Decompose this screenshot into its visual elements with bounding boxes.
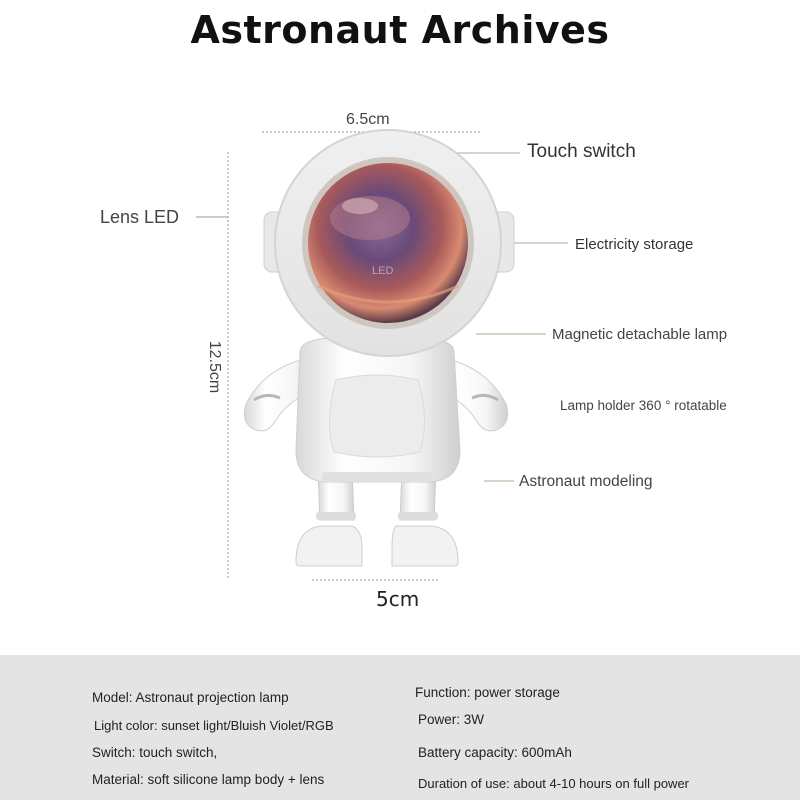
astronaut-modeling-label: Astronaut modeling	[519, 473, 653, 490]
width-base-label: 5cm	[376, 587, 420, 611]
spec-panel	[0, 655, 800, 800]
led-mark: LED	[372, 265, 394, 277]
height-label: 12.5cm	[206, 340, 224, 394]
legs	[296, 470, 458, 566]
torso	[296, 338, 460, 482]
spec-power: Power: 3W	[418, 712, 485, 727]
lamp-holder-label: Lamp holder 360 ° rotatable	[560, 398, 727, 413]
magnetic-lamp-label: Magnetic detachable lamp	[552, 326, 728, 343]
helmet	[264, 130, 514, 356]
width-top-label: 6.5cm	[346, 111, 390, 128]
spec-switch: Switch: touch switch,	[92, 745, 218, 760]
spec-model: Model: Astronaut projection lamp	[92, 690, 289, 705]
spec-duration: Duration of use: about 4-10 hours on full power	[418, 776, 690, 791]
spec-battery: Battery capacity: 600mAh	[418, 745, 572, 760]
electricity-storage-label: Electricity storage	[575, 236, 694, 253]
spec-function: Function: power storage	[415, 685, 560, 700]
spec-material: Material: soft silicone lamp body + lens	[92, 772, 325, 787]
spec-light-color: Light color: sunset light/Bluish Violet/RGB	[94, 718, 334, 733]
lens-led-label: Lens LED	[100, 207, 180, 227]
touch-switch-label: Touch switch	[527, 141, 636, 162]
page-title: Astronaut Archives	[190, 8, 610, 52]
